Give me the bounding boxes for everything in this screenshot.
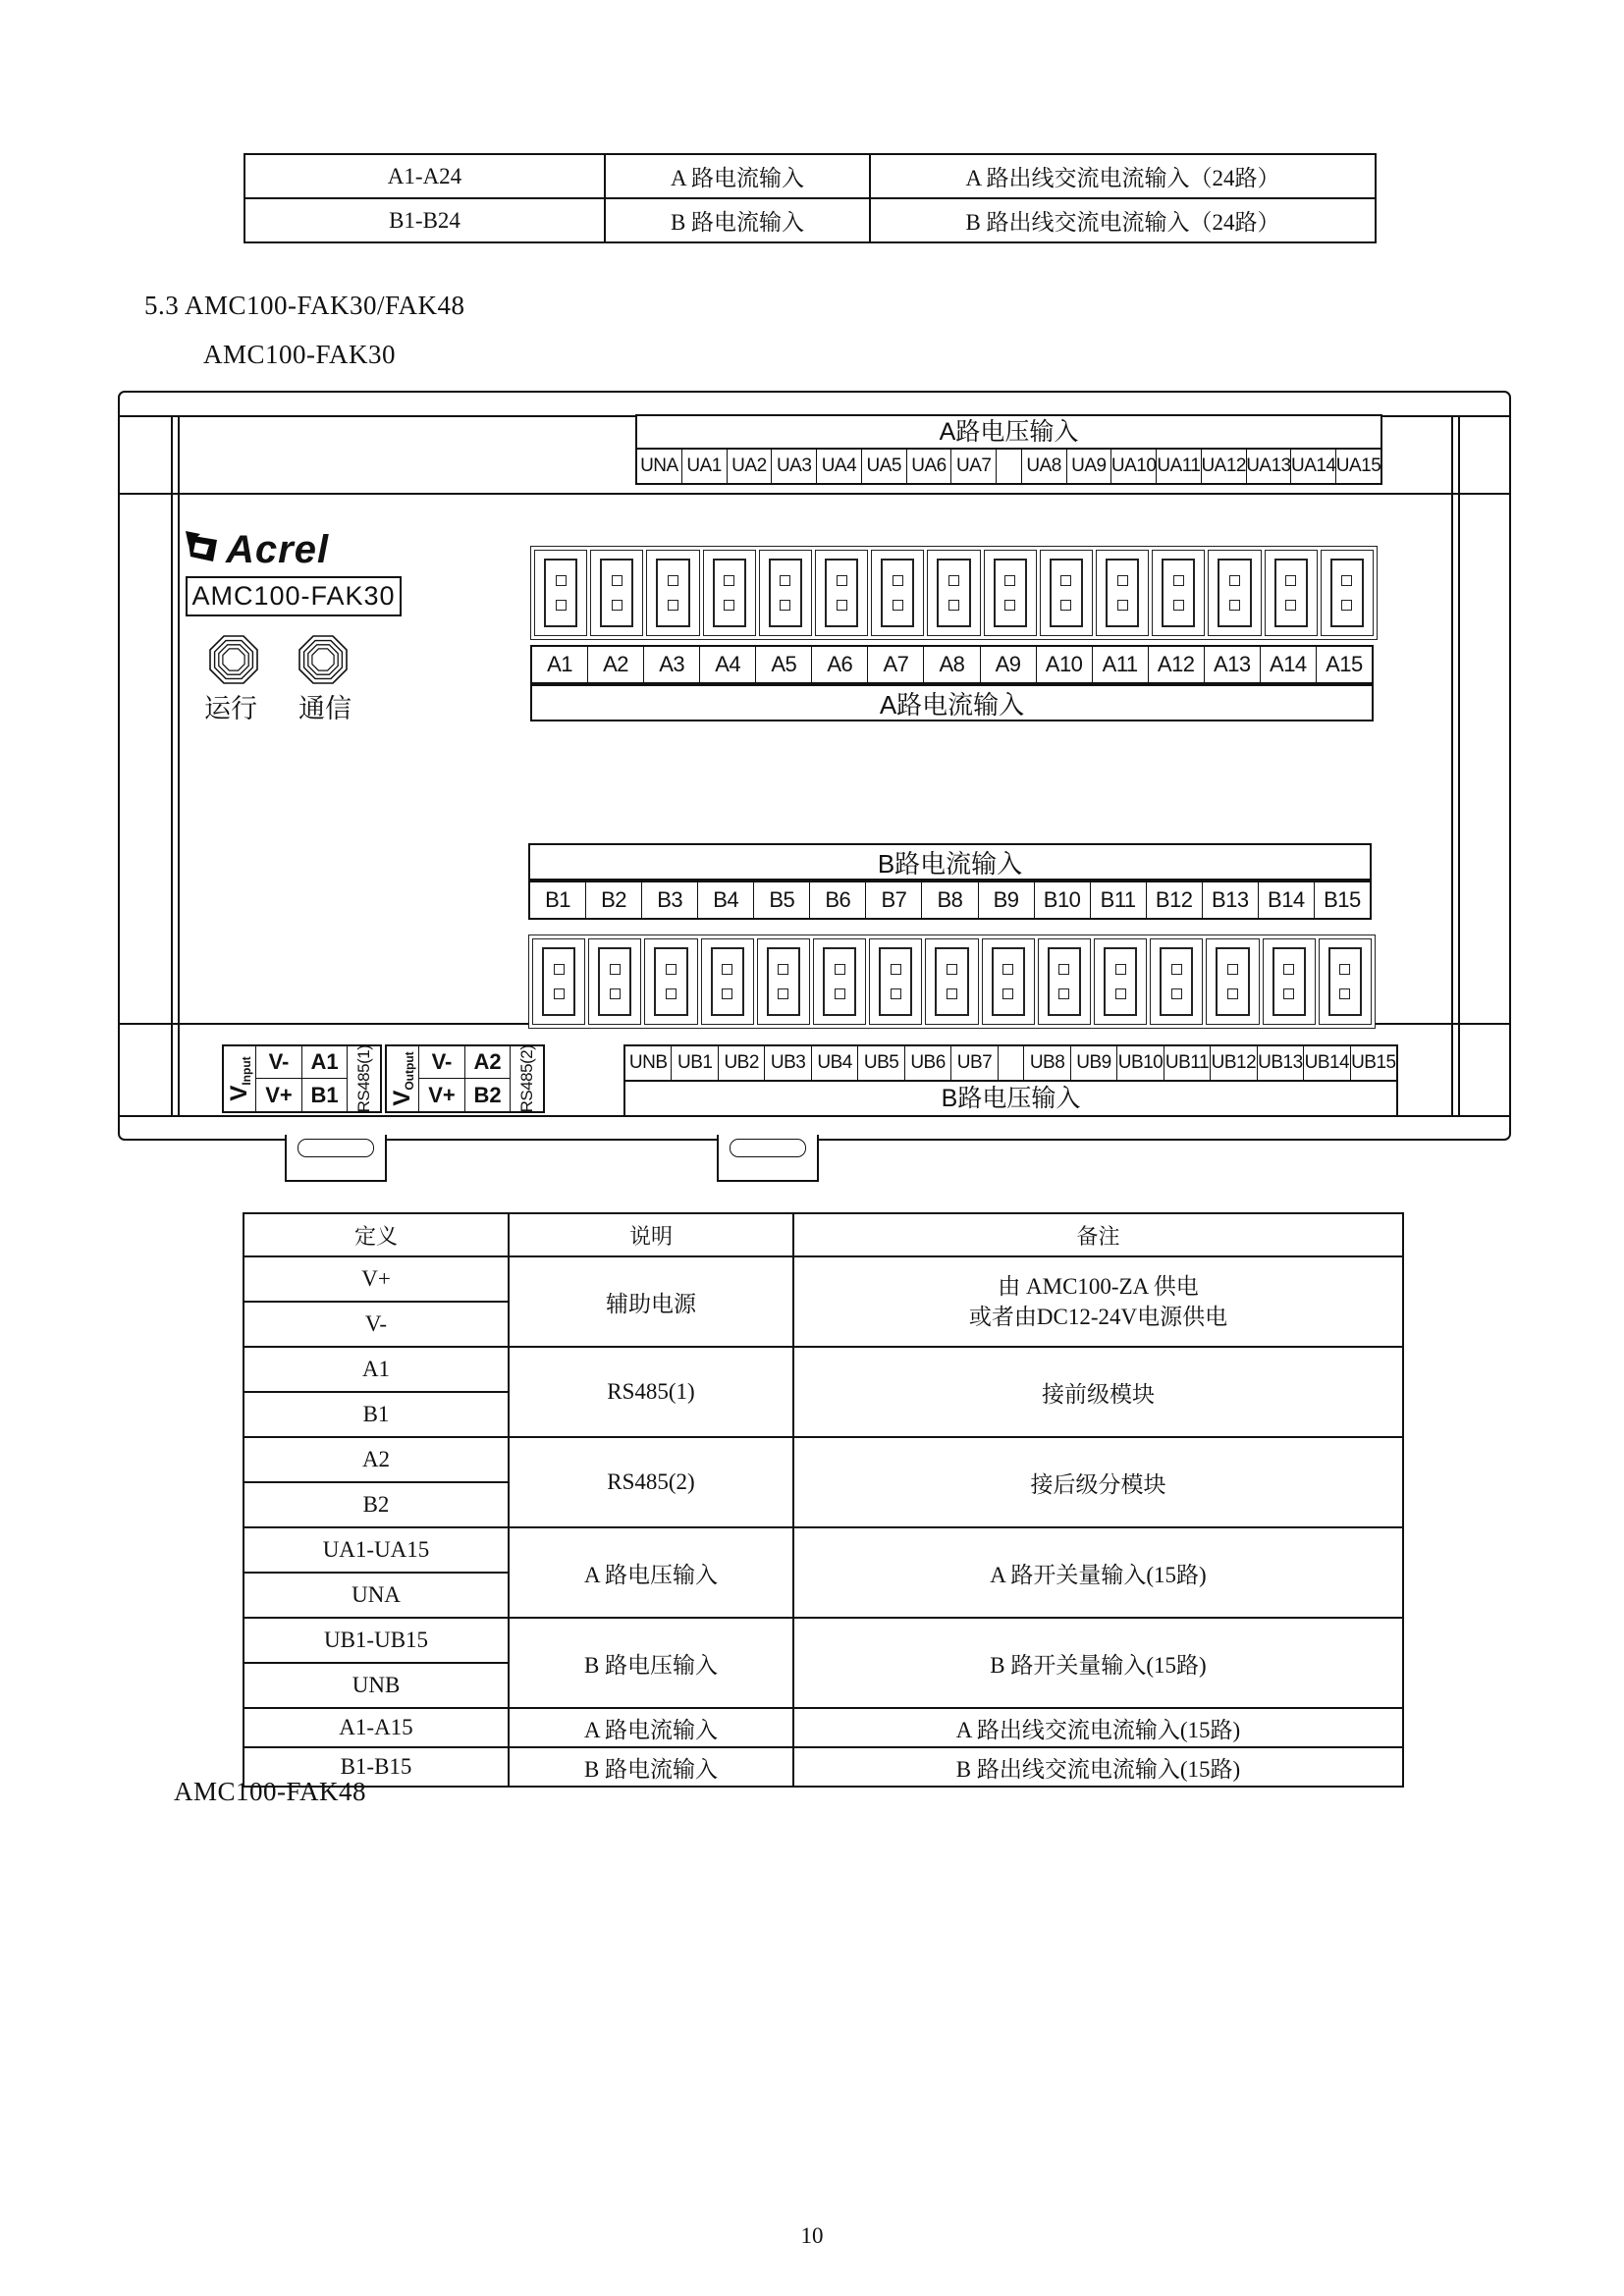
plug-connector-icon [532,938,585,1025]
power-output-terminal-block [385,1044,545,1113]
def-cell: UB1-UB15 [244,1618,509,1663]
voltage-terminal-cell: UB3 [764,1046,810,1080]
plug-connector-icon [813,938,866,1025]
plug-connector-icon [869,938,922,1025]
note-cell: A 路开关量输入(15路) [793,1527,1403,1618]
table-row [244,1618,1403,1663]
table-row [244,198,1376,242]
plug-connector-icon [1208,550,1261,636]
plug-connector-icon [925,938,978,1025]
desc-cell: 辅助电源 [509,1256,793,1347]
def-cell: UNB [244,1663,509,1708]
current-b-title-bar: B路电流输入 [528,843,1372,881]
table-row [244,1437,1403,1482]
plug-connector-icon [1094,938,1147,1025]
voltage-terminal-cell: UA4 [816,450,861,483]
header-cell: 说明 [509,1213,793,1256]
def-cell: UNA [244,1573,509,1618]
current-24ch-table [244,153,1377,243]
current-b-terminal-cell: B2 [585,882,641,918]
current-b-terminal-cell: B8 [921,882,977,918]
voltage-terminal-cell: UA2 [727,450,772,483]
voltage-terminal-cell: UB4 [811,1046,857,1080]
current-a-terminal-cell: A7 [867,647,923,682]
voltage-terminal-cell: UA7 [950,450,996,483]
current-b-terminal-cell: B4 [697,882,753,918]
voltage-terminal-cell: UB12 [1210,1046,1256,1080]
brand-name: Acrel [226,528,330,571]
note-cell [793,1256,1403,1347]
table-row [244,1256,1403,1302]
terminal-cell: V+ [256,1079,302,1111]
voltage-terminal-cell: UB5 [857,1046,903,1080]
current-a-terminal-cell: A1 [547,652,572,676]
current-a-terminal-cell: A3 [643,647,699,682]
desc-cell: B 路电压输入 [509,1618,793,1708]
desc-cell: A 路电流输入 [509,1708,793,1747]
current-a-terminal-cell: A2 [587,647,643,682]
terminal-cell: A1 [302,1046,348,1079]
voltage-terminal-cell: UA5 [861,450,906,483]
def-cell: V+ [244,1256,509,1302]
voltage-terminal-cell: UB6 [904,1046,950,1080]
voltage-terminal-cell: UNB [628,1052,668,1073]
voltage-terminal-cell: UB1 [671,1046,717,1080]
current-a-terminal-cell: A14 [1260,647,1316,682]
plug-connector-icon [703,550,756,636]
model-nameplate: AMC100-FAK30 [186,576,402,616]
current-a-terminal-cell: A11 [1092,647,1148,682]
current-b-terminal-cell: B14 [1258,882,1314,918]
voutput-label: $V_{Output}$ [387,1046,419,1111]
frame-line [171,415,173,1115]
voltage-terminal-cell: UB13 [1257,1046,1303,1080]
din-mount-tab [285,1135,387,1182]
model-b-caption: AMC100-FAK48 [174,1777,367,1806]
voltage-terminal-cell: UA8 [1021,450,1066,483]
table-row [244,1527,1403,1573]
voltage-terminal-cell: UA13 [1246,450,1291,483]
plug-connector-icon [1038,938,1091,1025]
def-cell: V- [244,1302,509,1347]
plug-connector-icon [759,550,812,636]
voltage-terminal-cell: UA9 [1066,450,1111,483]
current-a-title-bar: A路电流输入 [530,684,1374,721]
note-cell: B 路出线交流电流输入（24路） [870,198,1376,242]
note-cell: B 路出线交流电流输入(15路) [793,1747,1403,1787]
power-input-terminal-block [222,1044,382,1113]
page-number: 10 [800,2223,824,2248]
current-b-terminal-cell: B3 [641,882,697,918]
current-a-labels [532,647,1372,682]
voltage-terminal-cell: UA3 [771,450,816,483]
power-input-cells [256,1046,348,1111]
def-cell: A1-A15 [244,1708,509,1747]
voltage-b-terminal-table [623,1044,1398,1117]
def-cell: B2 [244,1482,509,1527]
current-b-terminal-cell: B11 [1090,882,1146,918]
din-tab-slot [298,1139,374,1157]
header-cell: 定义 [244,1213,509,1256]
voltage-terminal-cell: UA1 [681,450,727,483]
voltage-b-cells [625,1046,1396,1080]
table-row [244,1347,1403,1392]
model-a-caption: AMC100-FAK30 [203,340,397,369]
plug-connector-icon [1150,938,1203,1025]
current-a-label-row [530,645,1374,684]
note-cell: 接前级模块 [793,1347,1403,1437]
voltage-b-title: B路电压输入 [625,1080,1396,1115]
spacer-cell [996,450,1021,483]
frame-line [178,415,180,1115]
voltage-a-terminal-table [635,414,1382,485]
plug-connector-icon [927,550,980,636]
table-header-row [244,1213,1403,1256]
plug-connector-icon [1206,938,1259,1025]
terminal-cell: B1 [302,1079,348,1111]
rs485-2-label: RS485(2) [516,1044,536,1113]
terminal-cell: V+ [419,1079,465,1111]
desc-cell: A 路电流输入 [605,154,870,198]
note-cell: A 路出线交流电流输入（24路） [870,154,1376,198]
plug-connector-icon [534,550,587,636]
device-diagram-amc100-fak30 [118,391,1511,1141]
def-cell: UA1-UA15 [244,1527,509,1573]
voltage-terminal-cell: UB9 [1070,1046,1116,1080]
voltage-terminal-cell: UA15 [1335,450,1380,483]
plug-connector-icon [1321,550,1374,636]
note-line: 由 AMC100-ZA 供电 [998,1273,1199,1299]
voltage-terminal-cell: UB11 [1164,1046,1210,1080]
def-cell: A1-A24 [244,154,605,198]
current-a-terminal-cell: A5 [755,647,811,682]
plug-connector-icon [1152,550,1205,636]
run-led-icon [207,633,260,691]
current-a-terminal-cell: A4 [699,647,755,682]
comm-led-icon [297,633,350,691]
plug-connector-icon [984,550,1037,636]
terminal-cell: A2 [465,1046,511,1079]
voltage-a-cells [637,450,1380,483]
def-cell: B1-B24 [244,198,605,242]
note-cell: A 路出线交流电流输入(15路) [793,1708,1403,1747]
voltage-terminal-cell: UB2 [718,1046,764,1080]
plug-connector-icon [588,938,641,1025]
current-b-terminal-cell: B10 [1034,882,1090,918]
current-b-terminal-cell: B5 [753,882,809,918]
current-b-labels [530,882,1370,918]
frame-line [120,493,1509,495]
voltage-terminal-cell: UA12 [1201,450,1246,483]
current-a-terminal-cell: A6 [811,647,867,682]
voltage-terminal-cell: UNA [640,455,678,476]
current-b-terminal-cell: B9 [978,882,1034,918]
terminal-cell: V- [419,1046,465,1079]
current-a-terminal-cell: A12 [1148,647,1204,682]
current-a-terminal-cell: A10 [1036,647,1092,682]
current-b-terminal-cell: B6 [809,882,865,918]
acrel-logo-icon [185,530,220,570]
power-output-cells [419,1046,511,1111]
run-led-label: 运行 [204,694,257,723]
voltage-terminal-cell: UA10 [1110,450,1156,483]
vinput-label: $V_{Input}$ [224,1046,256,1111]
note-line: 或者由DC12-24V电源供电 [968,1305,1228,1329]
def-cell: B1-B15 [244,1747,509,1787]
comm-led-label: 通信 [298,694,352,723]
current-b-terminal-cell: B13 [1202,882,1258,918]
plug-connector-icon [1040,550,1093,636]
desc-cell: RS485(1) [509,1347,793,1437]
voltage-a-title: A路电压输入 [637,416,1380,450]
plug-connector-icon [646,550,699,636]
def-cell: A2 [244,1437,509,1482]
current-b-label-row [528,881,1372,920]
din-tab-slot [730,1139,806,1157]
plug-connector-icon [644,938,697,1025]
voltage-terminal-cell: UA11 [1156,450,1201,483]
current-a-connector-row [530,546,1378,640]
voltage-terminal-cell: UA14 [1290,450,1335,483]
plug-connector-icon [757,938,810,1025]
table-row [244,1708,1403,1747]
current-a-terminal-cell: A13 [1204,647,1260,682]
terminal-cell: B2 [465,1079,511,1111]
plug-connector-icon [701,938,754,1025]
rs485-1-label: RS485(1) [353,1044,373,1113]
note-cell: 接后级分模块 [793,1437,1403,1527]
desc-cell: B 路电流输入 [605,198,870,242]
current-a-terminal-cell: A8 [923,647,979,682]
current-b-terminal-cell: B7 [865,882,921,918]
plug-connector-icon [1265,550,1318,636]
desc-cell: A 路电压输入 [509,1527,793,1618]
voltage-terminal-cell: UB7 [950,1046,997,1080]
desc-cell: RS485(2) [509,1437,793,1527]
terminal-definition-table [243,1212,1404,1788]
current-b-terminal-cell: B1 [545,887,570,912]
plug-connector-icon [1096,550,1149,636]
note-cell: B 路开关量输入(15路) [793,1618,1403,1708]
table-row [244,154,1376,198]
def-cell: B1 [244,1392,509,1437]
desc-cell: B 路电流输入 [509,1747,793,1787]
plug-connector-icon [982,938,1035,1025]
plug-connector-icon [815,550,868,636]
current-b-terminal-cell: B12 [1146,882,1202,918]
frame-line [1458,415,1460,1115]
frame-line [1451,415,1453,1115]
current-b-connector-row [528,934,1376,1029]
plug-connector-icon [1263,938,1316,1025]
brand-block [185,528,329,572]
section-heading: 5.3 AMC100-FAK30/FAK48 [144,291,465,320]
voltage-terminal-cell: UB14 [1303,1046,1349,1080]
current-b-terminal-cell: B15 [1314,882,1370,918]
plug-connector-icon [1319,938,1372,1025]
header-cell: 备注 [793,1213,1403,1256]
plug-connector-icon [590,550,643,636]
terminal-cell: V- [256,1046,302,1079]
plug-connector-icon [871,550,924,636]
current-a-terminal-cell: A9 [980,647,1036,682]
voltage-terminal-cell: UB10 [1116,1046,1163,1080]
spacer-cell [998,1046,1024,1080]
table-row [244,1747,1403,1787]
voltage-terminal-cell: UB15 [1350,1046,1396,1080]
current-a-terminal-cell: A15 [1316,647,1372,682]
voltage-terminal-cell: UA6 [906,450,951,483]
voltage-terminal-cell: UB8 [1023,1046,1069,1080]
def-cell: A1 [244,1347,509,1392]
din-mount-tab [717,1135,819,1182]
